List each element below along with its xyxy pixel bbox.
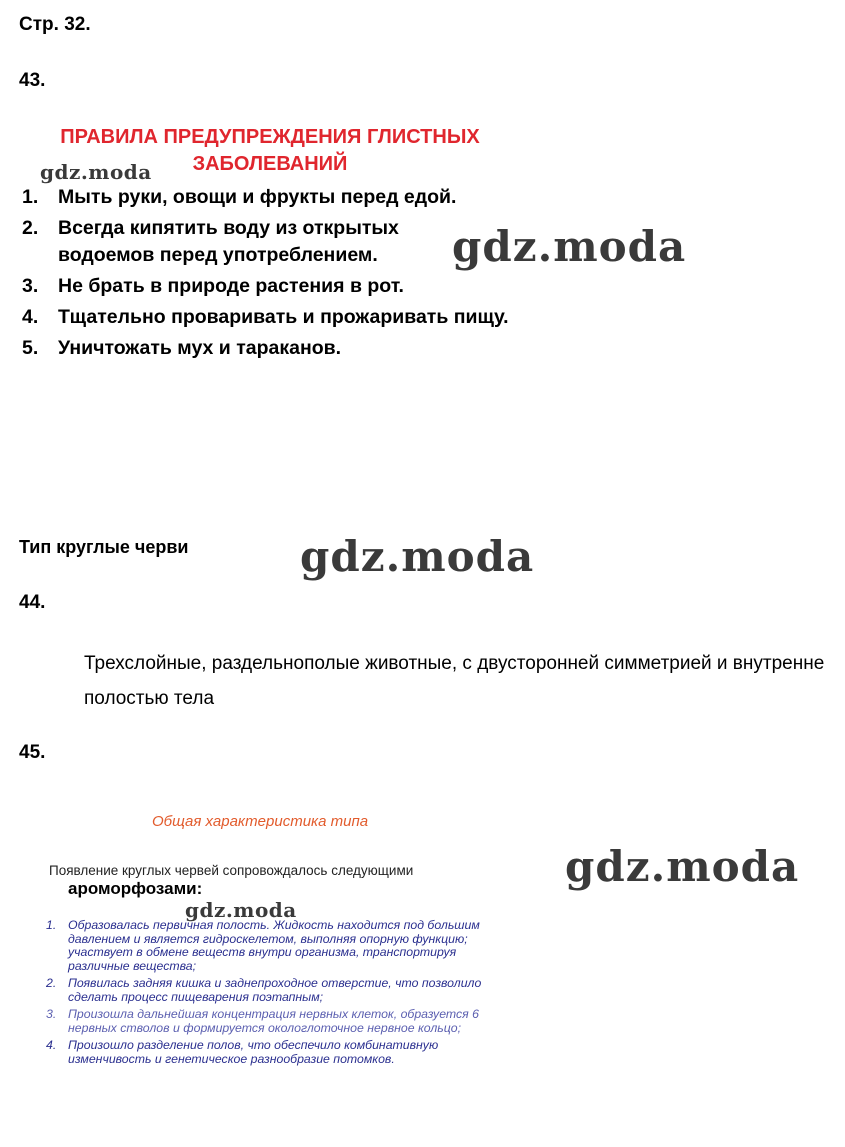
- task-44-number: 44.: [19, 592, 46, 613]
- list-item: [22, 273, 582, 300]
- list-item: [22, 304, 582, 331]
- watermark-logo: gdz.moda: [452, 222, 687, 271]
- list-item: [46, 977, 516, 1004]
- list-item-number: 3.: [46, 1007, 57, 1021]
- list-item: [22, 335, 582, 362]
- list-item-number: 1.: [46, 918, 57, 932]
- list-item-text: Образовалась первичная полость. Жидкость находится под большим давлением и является гидроскелетом, выполняя опорную функцию; участвует в обмене веществ внутри организма, транспортируя различные вещества;: [68, 918, 480, 973]
- watermark-logo: gdz.moda: [300, 532, 535, 581]
- watermark-logo: gdz.moda: [185, 898, 297, 922]
- watermark-logo: gdz.moda: [40, 160, 152, 184]
- list-item: [46, 1008, 516, 1035]
- list-item: [46, 919, 516, 973]
- task-44-answer: Трехслойные, раздельнополые животные, с двусторонней симметрией и внутренне полостью тела: [84, 653, 825, 709]
- list-item-text: Произошло разделение полов, что обеспечило комбинативную изменчивость и генетическое разнообразие потомков.: [68, 1038, 439, 1066]
- list-item-number: 4.: [46, 1038, 57, 1052]
- list-item-number: 2.: [46, 976, 57, 990]
- list-item-number: 1.: [22, 186, 39, 208]
- list-item-text: Тщательно проваривать и прожаривать пищу.: [58, 306, 509, 328]
- list-item-text: Произошла дальнейшая концентрация нервных клеток, образуется 6 нервных стволов и формируется окологлоточное нервное кольцо;: [68, 1007, 479, 1035]
- watermark-logo: gdz.moda: [565, 842, 800, 891]
- task-43-number: 43.: [19, 70, 46, 91]
- intro-bold-text: ароморфозами:: [68, 879, 203, 898]
- list-item-text: Уничтожать мух и тараканов.: [58, 337, 342, 359]
- intro-text: Появление круглых червей сопровождалось следующими: [49, 863, 414, 878]
- list-item-number: 5.: [22, 337, 39, 359]
- task-45-number: 45.: [19, 742, 46, 763]
- section-title: Тип круглые черви: [19, 537, 189, 557]
- rules-title: ПРАВИЛА ПРЕДУПРЕЖДЕНИЯ ГЛИСТНЫХ ЗАБОЛЕВАНИЙ: [60, 126, 480, 175]
- aromorphoses-list: [46, 919, 516, 1070]
- section-subtitle: Общая характеристика типа: [152, 813, 369, 830]
- list-item: [46, 1039, 516, 1066]
- list-item-text: Не брать в природе растения в рот.: [58, 275, 404, 297]
- list-item-text: Мыть руки, овощи и фрукты перед едой.: [58, 186, 457, 208]
- list-item-number: 2.: [22, 217, 39, 239]
- list-item-number: 4.: [22, 306, 39, 328]
- list-item-number: 3.: [22, 275, 39, 297]
- list-item-text: Появилась задняя кишка и заднепроходное отверстие, что позволило сделать процесс пищеварения поэтапным;: [68, 976, 482, 1004]
- rules-list: [22, 184, 582, 366]
- list-item-text: Всегда кипятить воду из открытых водоемов перед употреблением.: [58, 217, 399, 266]
- list-item: [22, 184, 582, 211]
- page-header: Стр. 32.: [19, 14, 91, 35]
